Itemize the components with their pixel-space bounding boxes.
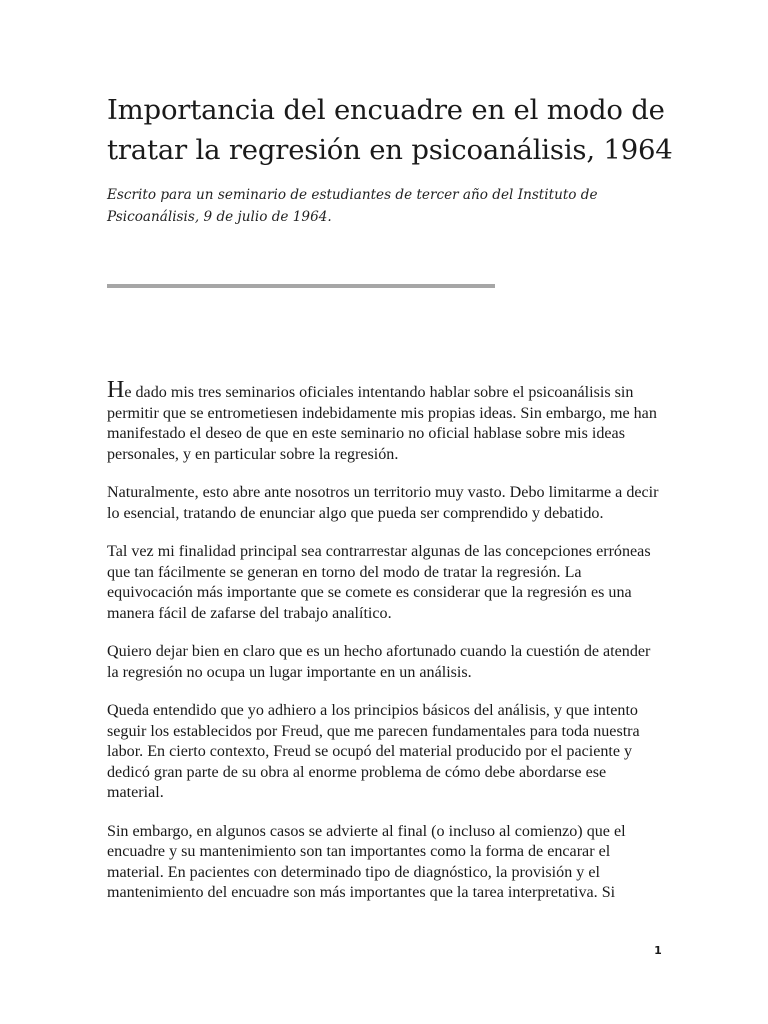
document-body [107,377,663,922]
paragraph-3: Tal vez mi finalidad principal sea contrarrestar algunas de las concepciones erróneas que tan fácilmente se generan en torno del modo de tratar la regresión. La equivocación más importante que se comete es considerar que la regresión es una manera fácil de zafarse del trabajo analítico. [107,543,651,622]
paragraph-6: Sin embargo, en algunos casos se advierte al final (o incluso al comienzo) que el encuadre y su mantenimiento son tan importantes como la forma de encarar el material. En pacientes con determinado tipo de diagnóstico, la provisión y el mantenimiento del encuadre son más importantes que la tarea interpretativa. Si [107,822,626,901]
paragraph-2: Naturalmente, esto abre ante nosotros un territorio muy vasto. Debo limitarme a decir lo esencial, tratando de enunciar algo que pueda ser comprendido y debatido. [107,484,659,522]
paragraph-4: Quiero dejar bien en claro que es un hecho afortunado cuando la cuestión de atender la regresión no ocupa un lugar importante en un análisis. [107,643,651,681]
paragraph-1-text: e dado mis tres seminarios oficiales intentando hablar sobre el psicoanálisis sin permitir que se entrometiesen indebidamente mis propias ideas. Sin embargo, me han manifestado el deseo de que en este seminario no oficial hablase sobre mis ideas personales, y en particular sobre la regresión. [107,384,657,463]
paragraph-1 [107,377,663,465]
document-subtitle: Escrito para un seminario de estudiantes de tercer año del Instituto de Psicoanálisis, 9 de julio de 1964. [107,187,598,225]
page-number: 1 [654,944,662,957]
paragraph-5: Queda entendido que yo adhiero a los principios básicos del análisis, y que intento seguir los establecidos por Freud, que me parecen fundamentales para toda nuestra labor. En cierto contexto, Freud se ocupó del material producido por el paciente y dedicó gran parte de su obra al enorme problema de cómo debe abordarse ese material. [107,702,640,801]
document-title: Importancia del encuadre en el modo de tratar la regresión en psicoanálisis, 1964 [107,94,673,166]
drop-cap: H [107,377,125,403]
horizontal-divider [107,284,495,288]
